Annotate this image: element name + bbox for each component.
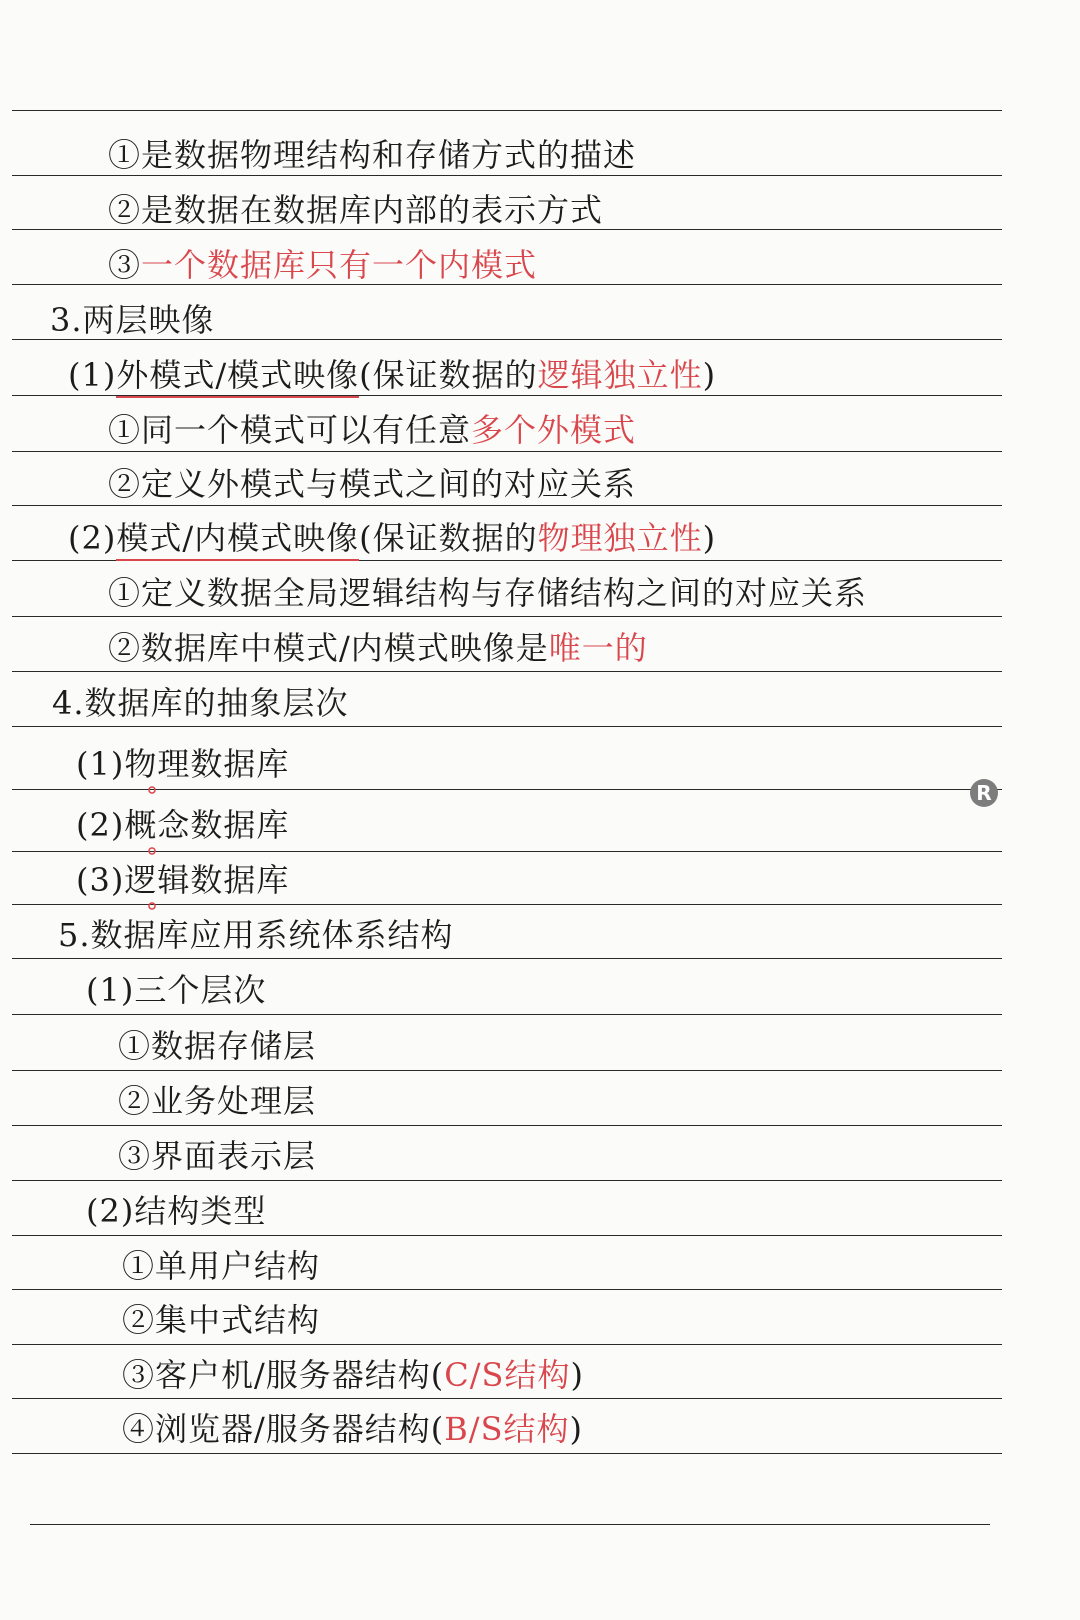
- note-text: (1): [68, 356, 117, 394]
- note-line: [122, 1409, 583, 1449]
- note-line: [108, 410, 636, 450]
- note-text: ): [570, 1356, 584, 1394]
- note-line: [108, 464, 636, 504]
- ruled-line: [12, 1453, 1002, 1454]
- ruled-line: [12, 175, 1002, 176]
- ruled-line: [12, 451, 1002, 452]
- ruled-line: [12, 671, 1002, 672]
- note-line: [76, 805, 289, 845]
- watermark-badge-icon: R: [970, 779, 998, 807]
- note-text: (2)结构类型: [86, 1192, 267, 1230]
- underlined-term: 模式/内模式映像: [116, 519, 359, 561]
- note-text: (1): [76, 745, 125, 783]
- underlined-term: 外模式/模式映像: [116, 356, 359, 398]
- section-heading: [50, 300, 215, 340]
- note-text: 数据库: [190, 745, 290, 783]
- section-heading: [58, 915, 454, 955]
- note-line: [108, 628, 648, 668]
- ruled-line: [12, 110, 1002, 111]
- ruled-line: [12, 1344, 1002, 1345]
- note-line: [68, 355, 716, 395]
- note-text: ①数据存储层: [118, 1027, 317, 1065]
- note-line: [76, 744, 289, 784]
- note-text: (1)三个层次: [86, 971, 267, 1009]
- ruled-line: [12, 1180, 1002, 1181]
- note-text: ①是数据物理结构和存储方式的描述: [108, 136, 637, 174]
- note-text-highlight: 一个数据库只有一个内模式: [141, 246, 538, 284]
- note-text: (保证数据的: [359, 356, 538, 394]
- dotted-emphasis: 物理: [124, 745, 191, 783]
- note-text: ③界面表示层: [118, 1137, 317, 1175]
- ruled-line: [12, 1125, 1002, 1126]
- ruled-line: [30, 1524, 990, 1525]
- note-text: ②集中式结构: [122, 1301, 321, 1339]
- note-line: [118, 1081, 316, 1121]
- note-text-highlight: 逻辑独立性: [537, 356, 703, 394]
- ruled-line: [12, 505, 1002, 506]
- note-text-highlight: B/S结构: [444, 1410, 570, 1448]
- note-text: (保证数据的: [359, 519, 538, 557]
- note-text: ①定义数据全局逻辑结构与存储结构之间的对应关系: [108, 574, 868, 612]
- ruled-line: [12, 616, 1002, 617]
- note-text-highlight: 唯一的: [548, 629, 648, 667]
- ruled-line: [12, 1398, 1002, 1399]
- note-text: (2): [68, 519, 117, 557]
- note-text-highlight: 物理独立性: [537, 519, 703, 557]
- heading-text: 3.两层映像: [50, 301, 215, 339]
- note-text-highlight: C/S结构: [444, 1356, 571, 1394]
- note-line: [118, 1026, 316, 1066]
- note-text: ): [702, 519, 717, 557]
- note-line: [76, 860, 289, 900]
- note-text: ②数据库中模式/内模式映像是: [108, 629, 549, 667]
- note-text: ): [569, 1410, 583, 1448]
- note-line: [108, 135, 636, 175]
- note-line: [118, 1136, 316, 1176]
- note-text-highlight: 多个外模式: [471, 411, 637, 449]
- note-line: [68, 518, 716, 558]
- note-text: 数据库: [190, 861, 290, 899]
- note-line: [122, 1355, 584, 1395]
- note-text: ③: [108, 246, 142, 284]
- heading-text: 4.数据库的抽象层次: [52, 684, 349, 722]
- note-line: [108, 245, 537, 285]
- ruled-line: [12, 726, 1002, 727]
- note-text: 数据库: [190, 806, 290, 844]
- heading-text: 5.数据库应用系统体系结构: [58, 916, 454, 954]
- note-line: [86, 970, 266, 1010]
- ruled-line: [12, 1235, 1002, 1236]
- note-line: [108, 190, 603, 230]
- note-text: ): [702, 356, 717, 394]
- note-text: ②定义外模式与模式之间的对应关系: [108, 465, 637, 503]
- dotted-emphasis: 逻辑: [124, 861, 191, 899]
- ruled-line: [12, 958, 1002, 959]
- note-text: (2): [76, 806, 125, 844]
- ruled-line: [12, 1289, 1002, 1290]
- dotted-emphasis: 概念: [124, 806, 191, 844]
- note-text: ①单用户结构: [122, 1247, 321, 1285]
- ruled-line: [12, 1070, 1002, 1071]
- note-text: (3): [76, 861, 125, 899]
- note-text: ③客户机/服务器结构(: [122, 1356, 445, 1394]
- note-text: ①同一个模式可以有任意: [108, 411, 472, 449]
- note-text: ②是数据在数据库内部的表示方式: [108, 191, 604, 229]
- note-text: ④浏览器/服务器结构(: [122, 1410, 445, 1448]
- note-line: [108, 573, 867, 613]
- note-text: ②业务处理层: [118, 1082, 317, 1120]
- section-heading: [52, 683, 349, 723]
- note-line: [122, 1246, 320, 1286]
- note-line: [122, 1300, 320, 1340]
- ruled-line: [12, 1014, 1002, 1015]
- note-line: [86, 1191, 266, 1231]
